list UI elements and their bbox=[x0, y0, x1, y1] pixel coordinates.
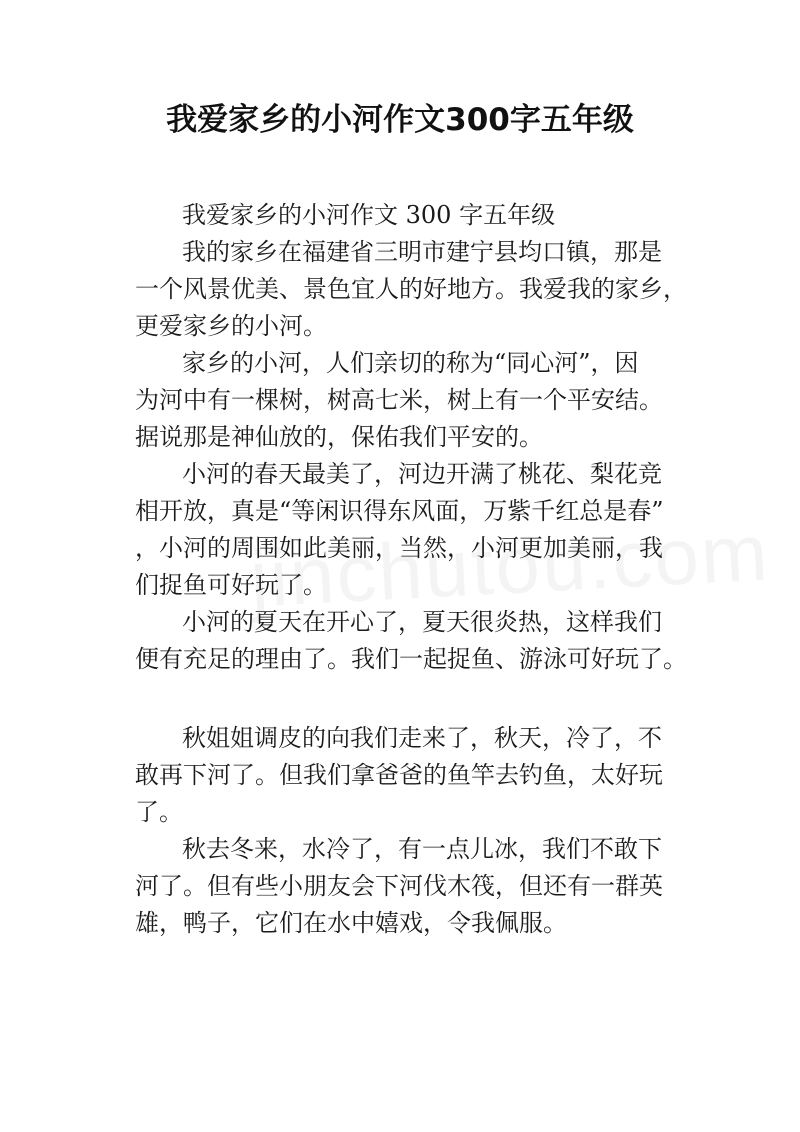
body-line: 秋去冬来，水冷了，有一点儿冰，我们不敢下 bbox=[182, 835, 662, 863]
body-line: 们捉鱼可好玩了。 bbox=[135, 571, 327, 599]
body-line: 一个风景优美、景色宜人的好地方。我爱我的家乡， bbox=[135, 275, 687, 303]
body-line: 秋姐姐调皮的向我们走来了，秋天，冷了，不 bbox=[182, 724, 662, 752]
body-line: 相开放，真是“等闲识得东风面，万紫千红总是春” bbox=[135, 497, 664, 525]
body-line: 雄，鸭子，它们在水中嬉戏，令我佩服。 bbox=[135, 909, 567, 937]
body-line: 我的家乡在福建省三明市建宁县均口镇，那是 bbox=[182, 238, 662, 266]
body-line: 为河中有一棵树，树高七米，树上有一个平安结。 bbox=[135, 386, 663, 414]
body-line: 更爱家乡的小河。 bbox=[135, 312, 327, 340]
body-line: 我爱家乡的小河作文 300 字五年级 bbox=[182, 201, 556, 229]
body-line: 敢再下河了。但我们拿爸爸的鱼竿去钓鱼，太好玩 bbox=[135, 761, 663, 789]
body-line: 小河的夏天在开心了，夏天很炎热，这样我们 bbox=[182, 608, 662, 636]
document-body bbox=[135, 197, 687, 942]
body-line: 了。 bbox=[135, 798, 183, 826]
body-line: ，小河的周围如此美丽，当然，小河更加美丽，我 bbox=[135, 534, 663, 562]
document-title: 我爱家乡的小河作文300字五年级 bbox=[166, 102, 634, 138]
body-line: 据说那是神仙放的，保佑我们平安的。 bbox=[135, 423, 543, 451]
body-line: 便有充足的理由了。我们一起捉鱼、游泳可好玩了。 bbox=[135, 645, 687, 673]
body-line: 小河的春天最美了，河边开满了桃花、梨花竞 bbox=[182, 460, 662, 488]
body-line: 家乡的小河，人们亲切的称为“同心河”，因 bbox=[182, 349, 639, 377]
paragraph-gap bbox=[135, 678, 670, 720]
body-line: 河了。但有些小朋友会下河伐木筏，但还有一群英 bbox=[135, 872, 663, 900]
